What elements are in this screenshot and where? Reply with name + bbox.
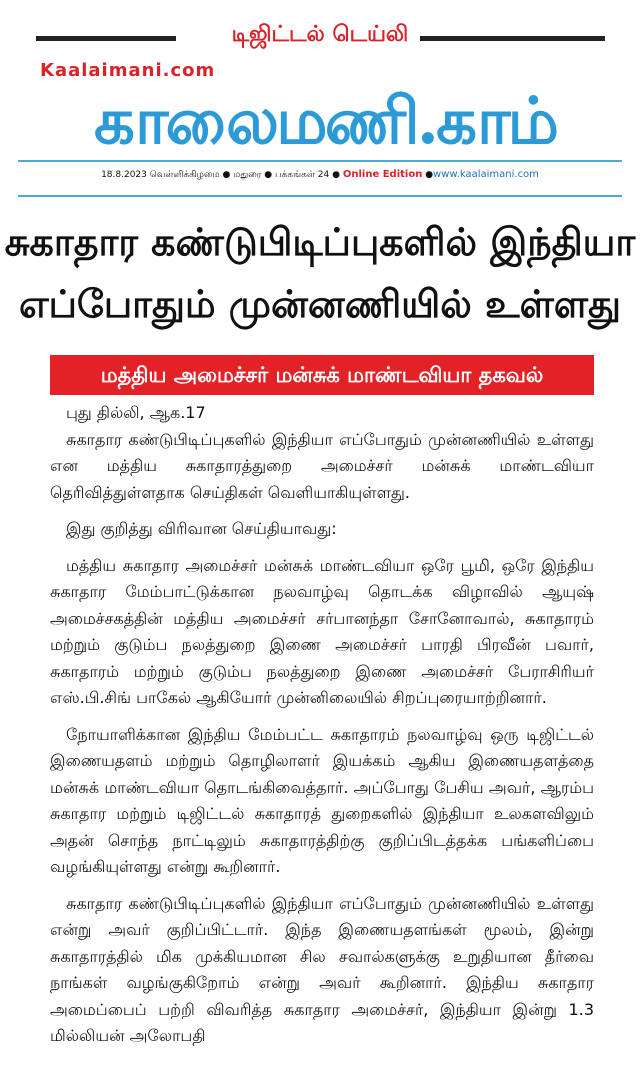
issue-date: 18.8.2023 — [101, 170, 147, 180]
paragraph: நோயாளிக்கான இந்திய மேம்பட்ட சுகாதாரம் நலவாழ்வு ஒரு டிஜிட்டல் இணையதளம் மற்றும் தொழிலாளர் இயக்கம் ஆகிய இணையதளத்தை மன்சுக் மாண்டவியா தொடங்கிவைத்தார். அப்போது பேசிய அவர், ஆரம்ப சுகாதார மற்றும் டிஜிட்டல் சுகாதாரத் துறைகளில் இந்தியா உலகளவிலும் அதன் சொந்த நாட்டிலும் சுகாதாரத்திற்கு குறிப்பிடத்தக்க பங்களிப்பை வழங்கியுள்ளது என்று கூறினார். — [50, 724, 594, 876]
issue-pages: பக்கங்கள் 24 — [274, 170, 330, 180]
masthead-tagline: டிஜிட்டல் டெய்லி — [231, 22, 409, 47]
headline-line-2: எப்போதும் முன்னணியில் உள்ளது — [19, 281, 621, 326]
website-link[interactable]: www.kaalaimani.com — [433, 169, 539, 180]
paragraph: சுகாதார கண்டுபிடிப்புகளில் இந்தியா எப்போதும் முன்னணியில் உள்ளது என்று அவர் குறிப்பிட்டார். இந்த இணையதளங்கள் மூலம், இன்று சுகாதாரத்தில் மிக முக்கியமான சில சவால்களுக்கு உறுதியான தீர்வை நாங்கள் வழங்குகிறோம் என்று அவர் கூறினார். இந்திய சுகாதார அமைப்பைப் பற்றி விவரித்த சுகாதார அமைச்சர், இந்தியா இன்று 1.3 மில்லியன் அலோபதி — [50, 893, 594, 1045]
paragraph: சுகாதார கண்டுபிடிப்புகளில் இந்தியா எப்போதும் முன்னணியில் உள்ளது என மத்திய சுகாதாரத்துறை அமைச்சர் மன்சுக் மாண்டவியா தெரிவித்துள்ளதாக செய்திகள் வெளியாகியுள்ளது. — [50, 429, 594, 502]
paragraph: இது குறித்து விரிவான செய்தியாவது: — [66, 519, 337, 538]
paragraph: மத்திய சுகாதார அமைச்சர் மன்சுக் மாண்டவியா ஒரே பூமி, ஒரே இந்திய சுகாதார மேம்பாட்டுக்கான நலவாழ்வு தொடக்க விழாவில் ஆயுஷ் அமைச்சகத்தின் மத்திய அமைச்சர் சர்பானந்தா சோனோவால், சுகாதாரம் மற்றும் குடும்ப நலத்துறை இணை அமைச்சர் பாரதி பிரவீன் பவார், சுகாதாரம் மற்றும் குடும்ப நலத்துறை இணை அமைச்சர் பேராசிரியர் எஸ்.பி.சிங் பாகேல் ஆகியோர் முன்னிலையில் சிறப்புரையாற்றினார். — [50, 555, 594, 707]
headline-line-1: சுகாதார கண்டுபிடிப்புகளில் இந்தியா — [4, 219, 636, 264]
divider — [18, 160, 622, 162]
edition-label: Online Edition — [342, 169, 423, 180]
subheadline-banner: மத்திய அமைச்சர் மன்சுக் மாண்டவியா தகவல் — [50, 355, 594, 395]
brand-english: Kaalaimani.com — [40, 60, 216, 81]
issue-city: மதுரை — [233, 170, 262, 180]
brand-logo-tamil: காலைமணி.காம் — [94, 84, 556, 159]
divider — [18, 195, 622, 197]
issue-day: வெள்ளிக்கிழமை — [149, 170, 220, 180]
article-body — [50, 400, 594, 1060]
article-dateline: புது தில்லி, ஆக.17 — [66, 403, 206, 422]
issue-info: 18.8.2023 வெள்ளிக்கிழமை ● மதுரை ● பக்கங்கள் 24 ● Online Edition ●www.kaalaimani.com — [101, 169, 539, 180]
